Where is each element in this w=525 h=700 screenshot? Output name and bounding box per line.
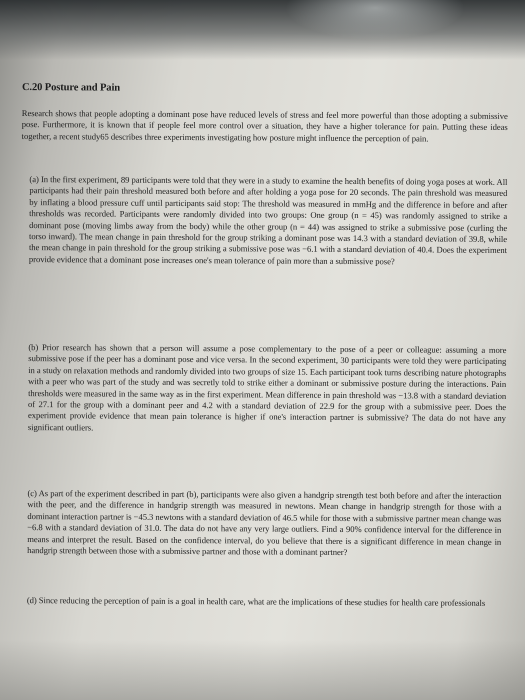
part-b-paragraph: (b) Prior research has shown that a person will assume a pose complementary to the pose of a peer or colleague: assuming a more submissive pose if the peer has a dominant pose and vice versa. In the second experiment, 30 participants were told they were participating in a study on relaxation methods and randomly divided into two groups of size 15. Each participant took turns describing nature photographs with a peer who was part of the study and was secretly told to strike either a dominant or submissive posture during the interactions. Pain thresholds were measured in the same way as in the first experiment. Mean difference in pain threshold was −13.8 with a standard deviation of 27.1 for the group with a dominant peer and 4.2 with a standard deviation of 22.9 for the group with a submissive peer. Does the experiment provide evidence that mean pain tolerance is higher if one's interaction partner is submissive? The data do not have any significant outliers.: [27, 342, 507, 433]
part-d-paragraph: (d) Since reducing the perception of pain is a goal in health care, what are the implications of these studies for health care professionals: [26, 595, 486, 608]
photo-top-shadow: [0, 0, 525, 60]
exercise-heading: C.20 Posture and Pain: [21, 82, 121, 94]
part-c-paragraph: (c) As part of the experiment described in part (b), participants were also given a handgrip strength test both before and after the interaction with the peer, and the difference in handgrip strength was measured in newtons. Mean change in handgrip strength for those with a dominant interaction partner is −45.3 newtons with a standard deviation of 46.5 while for those with a submissive partner mean change was −6.8 with a standard deviation of 31.0. The data do not have any very large outliers. Find a 90% confidence interval for the difference in means and interpret the result. Based on the confidence interval, do you believe that there is a significant difference in mean change in handgrip strength between those with a submissive partner and those with a dominant partner?: [27, 488, 502, 558]
textbook-page: [16, 82, 510, 685]
part-a-paragraph: (a) In the first experiment, 89 participants were told that they were in a study to examine the health benefits of doing yoga poses at work. All participants had their pain threshold measured both before and after holding a yoga pose for 20 seconds. The pain threshold was measured by inflating a blood pressure cuff until participants said stop: The threshold was measured in mmHg and the difference in before and after thresholds was recorded. Participants were randomly divided into two groups: One group (n = 45) was randomly assigned to strike a dominant pose (moving limbs away from the body) while the other group (n = 44) was assigned to strike a submissive pose (curling the torso inward). The mean change in pain threshold for the group striking a dominant pose was 14.3 with a standard deviation of 39.8, while the mean change in pain threshold for the group striking a submissive pose was −6.1 with a standard deviation of 40.4. Does the experiment provide evidence that a dominant pose increases one's mean tolerance of pain more than a submissive pose?: [28, 174, 508, 267]
intro-paragraph: Research shows that people adopting a dominant pose have reduced levels of stress and feel more powerful than those adopting a submissive pose. Furthermore, it is known that if people feel more control over a situation, they have a higher tolerance for pain. Putting these ideas together, a recent study65 describes three experiments investigating how posture might influence the perception of pain.: [21, 108, 508, 144]
